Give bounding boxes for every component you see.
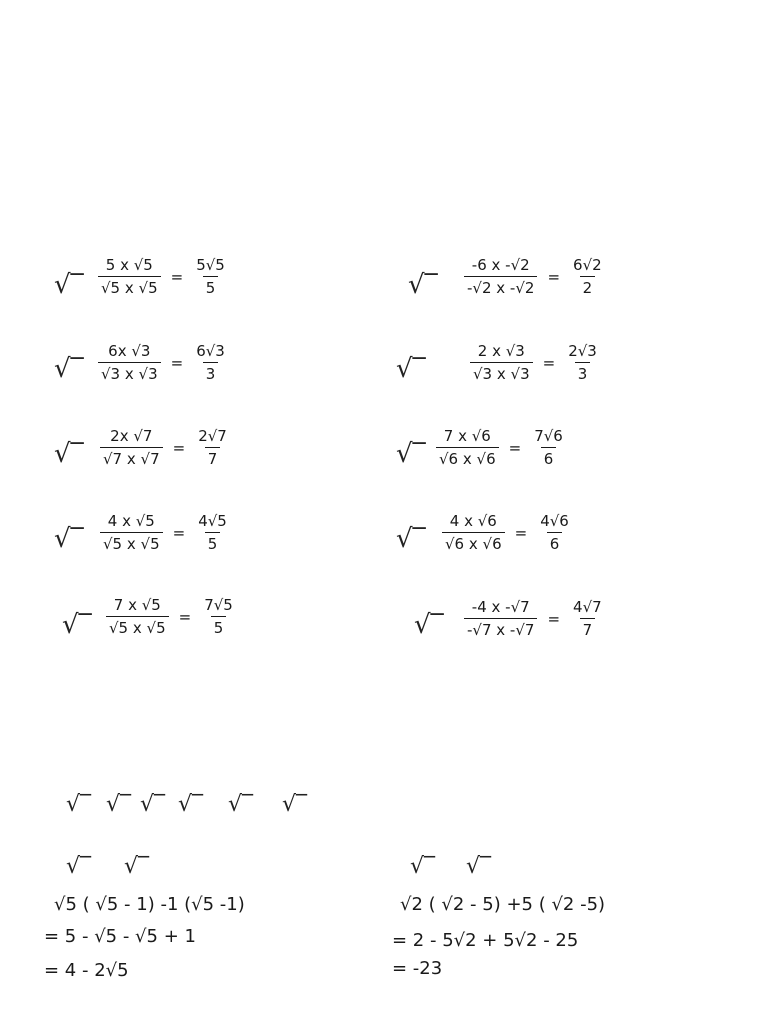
denominator: √3 x √3 — [98, 362, 161, 383]
problem-4 — [470, 342, 600, 383]
fraction — [100, 427, 163, 468]
work-left-line-3: = 4 - 2√5 — [44, 960, 129, 981]
numerator: 2 x √3 — [477, 342, 525, 360]
problem-8 — [442, 512, 572, 553]
result-denominator: 7 — [205, 447, 221, 468]
numerator: -6 x -√2 — [471, 256, 530, 274]
problem-2 — [464, 256, 605, 297]
radical-prompt: √‾ — [178, 792, 204, 817]
numerator: 4 x √5 — [107, 512, 155, 530]
numerator: 4 x √6 — [449, 512, 497, 530]
result-numerator: 6√2 — [573, 256, 602, 274]
radical-prompt: √‾ — [124, 854, 150, 879]
equals-sign: = — [178, 607, 192, 626]
denominator: √6 x √6 — [436, 447, 499, 468]
work-right-line-2: = 2 - 5√2 + 5√2 - 25 — [392, 930, 579, 951]
radical-prompt: √‾ — [54, 439, 84, 469]
result-numerator: 6√3 — [196, 342, 225, 360]
problem-5 — [100, 427, 230, 468]
equals-sign: = — [547, 609, 561, 628]
result-numerator: 7√6 — [534, 427, 563, 445]
numerator: 2x √7 — [110, 427, 153, 445]
equals-sign: = — [170, 267, 184, 286]
fraction — [464, 256, 537, 297]
denominator: -√2 x -√2 — [464, 276, 537, 297]
equals-sign: = — [542, 353, 556, 372]
result-numerator: 4√5 — [198, 512, 227, 530]
result-fraction — [570, 598, 605, 639]
result-numerator: 5√5 — [196, 256, 225, 274]
result-fraction — [195, 427, 230, 468]
result-denominator: 3 — [203, 362, 219, 383]
work-left-line-1: √5 ( √5 - 1) -1 (√5 -1) — [54, 894, 245, 915]
radical-prompt: √‾ — [228, 792, 254, 817]
equals-sign: = — [172, 523, 186, 542]
radical-prompt: √‾ — [282, 792, 308, 817]
fraction — [464, 598, 537, 639]
result-fraction — [195, 512, 230, 553]
radical-prompt: √‾ — [54, 354, 84, 384]
equals-sign: = — [172, 438, 186, 457]
fraction — [470, 342, 533, 383]
result-numerator: 7√5 — [204, 596, 233, 614]
equals-sign: = — [508, 438, 522, 457]
problem-7 — [100, 512, 230, 553]
fraction — [436, 427, 499, 468]
result-numerator: 2√3 — [568, 342, 597, 360]
radical-prompt: √‾ — [408, 270, 438, 300]
radical-prompt: √‾ — [66, 854, 92, 879]
radical-prompt: √‾ — [54, 524, 84, 554]
numerator: 5 x √5 — [105, 256, 153, 274]
result-denominator: 2 — [580, 276, 596, 297]
radical-prompt: √‾ — [66, 792, 92, 817]
result-numerator: 4√7 — [573, 598, 602, 616]
result-denominator: 6 — [541, 447, 557, 468]
denominator: √3 x √3 — [470, 362, 533, 383]
problem-10 — [464, 598, 605, 639]
radical-prompt: √‾ — [396, 524, 426, 554]
result-fraction — [201, 596, 236, 637]
radical-prompt: √‾ — [62, 610, 92, 640]
radical-prompt: √‾ — [54, 270, 84, 300]
work-right-line-1: √2 ( √2 - 5) +5 ( √2 -5) — [400, 894, 606, 915]
result-fraction — [193, 256, 228, 297]
numerator: 7 x √5 — [113, 596, 161, 614]
radical-prompt: √‾ — [106, 792, 132, 817]
radical-prompt: √‾ — [396, 439, 426, 469]
fraction — [106, 596, 169, 637]
radical-prompt: √‾ — [410, 854, 436, 879]
radical-prompt: √‾ — [396, 354, 426, 384]
denominator: √6 x √6 — [442, 532, 505, 553]
result-denominator: 5 — [205, 532, 221, 553]
denominator: -√7 x -√7 — [464, 618, 537, 639]
fraction — [98, 342, 161, 383]
result-denominator: 7 — [580, 618, 596, 639]
result-denominator: 6 — [547, 532, 563, 553]
equals-sign: = — [547, 267, 561, 286]
result-numerator: 2√7 — [198, 427, 227, 445]
denominator: √5 x √5 — [98, 276, 161, 297]
equals-sign: = — [514, 523, 528, 542]
radical-prompt: √‾ — [414, 610, 444, 640]
problem-9 — [106, 596, 236, 637]
result-fraction — [565, 342, 600, 383]
numerator: 7 x √6 — [443, 427, 491, 445]
work-left-line-2: = 5 - √5 - √5 + 1 — [44, 926, 196, 947]
fraction — [98, 256, 161, 297]
result-fraction — [531, 427, 566, 468]
result-fraction — [193, 342, 228, 383]
denominator: √7 x √7 — [100, 447, 163, 468]
result-numerator: 4√6 — [540, 512, 569, 530]
numerator: -4 x -√7 — [471, 598, 530, 616]
result-denominator: 3 — [575, 362, 591, 383]
result-denominator: 5 — [211, 616, 227, 637]
problem-6 — [436, 427, 566, 468]
result-fraction — [537, 512, 572, 553]
denominator: √5 x √5 — [100, 532, 163, 553]
problem-3 — [98, 342, 228, 383]
equals-sign: = — [170, 353, 184, 372]
radical-prompt: √‾ — [466, 854, 492, 879]
problem-1 — [98, 256, 228, 297]
fraction — [100, 512, 163, 553]
denominator: √5 x √5 — [106, 616, 169, 637]
work-right-line-3: = -23 — [392, 958, 443, 979]
radical-prompt: √‾ — [140, 792, 166, 817]
fraction — [442, 512, 505, 553]
result-denominator: 5 — [203, 276, 219, 297]
result-fraction — [570, 256, 605, 297]
numerator: 6x √3 — [108, 342, 151, 360]
